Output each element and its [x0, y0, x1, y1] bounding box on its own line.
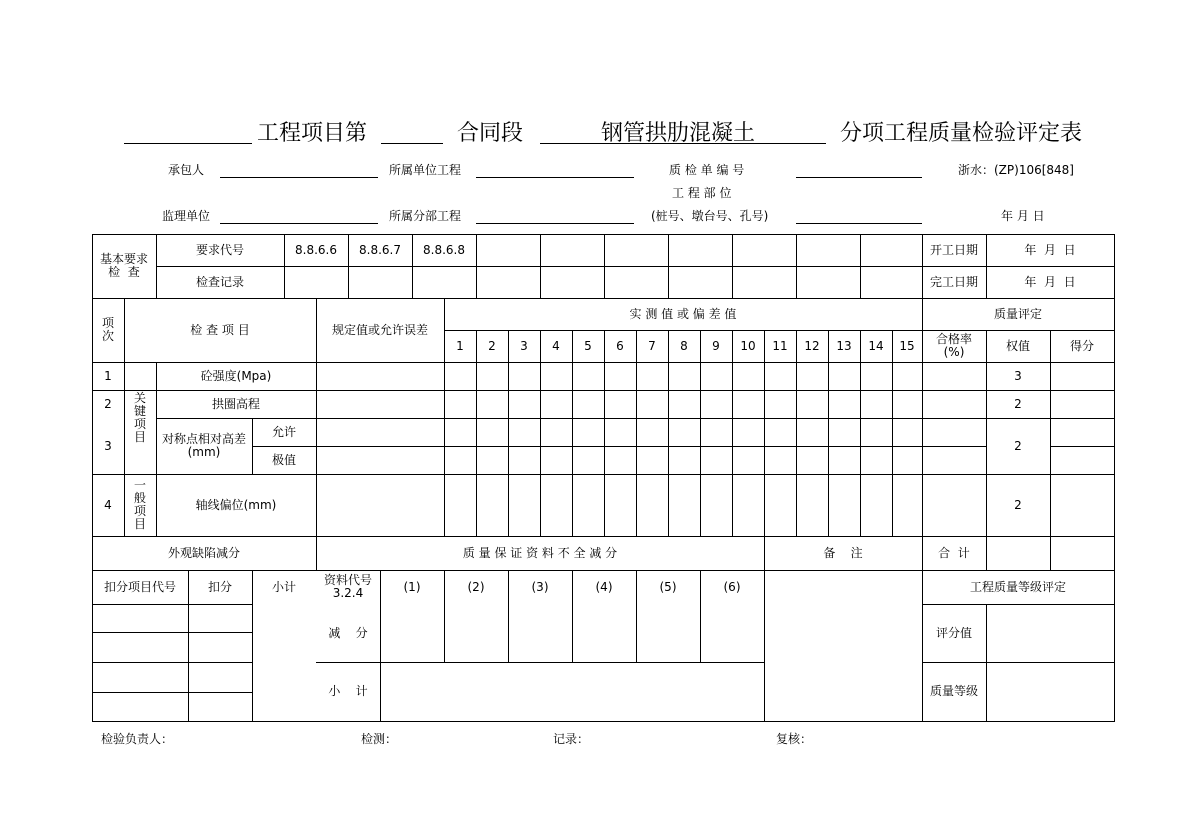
measure-col-14: 14	[868, 338, 884, 353]
measure-col-5: 5	[584, 338, 592, 353]
title-project: 钢管拱肋混凝土	[601, 121, 756, 146]
doc-col-5: (5)	[659, 579, 677, 594]
weight-header: 权值	[1005, 338, 1030, 353]
measure-col-4: 4	[552, 338, 560, 353]
req-code-label: 要求代号	[195, 242, 244, 257]
row-3-sub-extreme: 极值	[271, 452, 296, 467]
row-2-no: 2	[104, 396, 112, 411]
row-3-weight: 2	[1014, 438, 1022, 453]
row-3-sub-allow: 允许	[271, 424, 296, 439]
subtotal-header: 小计	[271, 579, 296, 594]
row-2-weight: 2	[1014, 396, 1022, 411]
quality-grade-label: 质量等级	[929, 684, 978, 698]
row-2-name: 拱圈高程	[211, 396, 260, 411]
contractor-label: 承包人	[168, 163, 205, 177]
subtotal2-label: 小 计	[328, 684, 368, 698]
title-part1: 工程项目第	[257, 121, 368, 146]
reviewer-label: 复核：	[776, 732, 813, 746]
title-part3: 分项工程质量检验评定表	[840, 121, 1083, 146]
location-detail-label: (桩号、墩台号、孔号)	[651, 209, 769, 223]
appearance-label: 外观缺陷减分	[167, 545, 240, 560]
measure-col-11: 11	[772, 338, 788, 353]
measure-col-7: 7	[648, 338, 656, 353]
row-1-no: 1	[104, 368, 112, 383]
quality-eval-header: 质量评定	[993, 306, 1042, 321]
grade-eval-header: 工程质量等级评定	[969, 579, 1066, 594]
measure-col-13: 13	[836, 338, 852, 353]
division-project-label: 所属分部工程	[389, 209, 462, 223]
measure-col-3: 3	[520, 338, 528, 353]
doc-col-2: (2)	[467, 579, 485, 594]
remark-label: 备 注	[823, 545, 863, 560]
tester-label: 检测：	[361, 732, 398, 746]
general-items-label: 一 般 项 目	[133, 478, 146, 531]
doc-col-1: (1)	[403, 579, 421, 594]
header-date: 年 月 日	[1001, 209, 1045, 223]
req-code-3: 8.8.6.8	[423, 242, 465, 257]
doc-col-3: (3)	[531, 579, 549, 594]
measure-col-12: 12	[804, 338, 820, 353]
measure-col-15: 15	[899, 338, 915, 353]
row-1-name: 砼强度(Mpa)	[200, 368, 272, 383]
supervisor-label: 监理单位	[162, 209, 211, 223]
recorder-label: 记录：	[553, 732, 590, 746]
location-label: 工 程 部 位	[672, 186, 732, 200]
end-date-value: 年 月 日	[1024, 274, 1076, 289]
reduce-label: 减 分	[328, 625, 368, 640]
unit-project-label: 所属单位工程	[389, 163, 462, 177]
inspector-label: 检验负责人：	[101, 732, 174, 746]
row-1-weight: 3	[1014, 368, 1022, 383]
score-header: 得分	[1069, 338, 1094, 353]
inspect-record-label: 检查记录	[195, 274, 244, 289]
row-3-name: 对称点相对高差 (mm)	[161, 432, 246, 459]
measure-col-8: 8	[680, 338, 688, 353]
measure-col-6: 6	[616, 338, 624, 353]
pass-rate-header: 合格率 (%)	[935, 332, 972, 359]
spec-header: 规定值或允许误差	[331, 322, 428, 337]
item-no-header: 项 次	[101, 316, 114, 343]
start-date-value: 年 月 日	[1024, 242, 1076, 257]
start-date-label: 开工日期	[929, 242, 978, 257]
total-label: 合 计	[938, 545, 970, 560]
doc-col-4: (4)	[595, 579, 613, 594]
deduct-header: 扣分	[207, 579, 232, 594]
title-part2: 合同段	[457, 121, 524, 146]
doc-deduct-label: 质 量 保 证 资 料 不 全 减 分	[462, 545, 618, 560]
key-items-label: 关 键 项 目	[133, 391, 146, 444]
req-code-2: 8.8.6.7	[359, 242, 401, 257]
req-code-1: 8.8.6.6	[295, 242, 337, 257]
measure-col-9: 9	[712, 338, 720, 353]
measure-col-2: 2	[488, 338, 496, 353]
score-value-label: 评分值	[935, 625, 972, 640]
measured-header: 实 测 值 或 偏 差 值	[629, 306, 737, 321]
basic-req-label: 基本要求 检 查	[99, 252, 148, 279]
inspect-item-header: 检 查 项 目	[190, 322, 250, 337]
form-code: 浙水：(ZP)106[848]	[958, 163, 1074, 177]
doc-col-6: (6)	[723, 579, 741, 594]
inspection-no-label: 质 检 单 编 号	[669, 163, 745, 177]
end-date-label: 完工日期	[929, 274, 978, 289]
row-4-weight: 2	[1014, 497, 1022, 512]
measure-col-10: 10	[740, 338, 756, 353]
measure-col-1: 1	[456, 338, 464, 353]
row-4-name: 轴线偏位(mm)	[195, 497, 277, 512]
deduct-code-header: 扣分项目代号	[103, 579, 176, 594]
row-3-no: 3	[104, 438, 112, 453]
doc-code-header: 资料代号 3.2.4	[323, 573, 372, 600]
row-4-no: 4	[104, 497, 112, 512]
